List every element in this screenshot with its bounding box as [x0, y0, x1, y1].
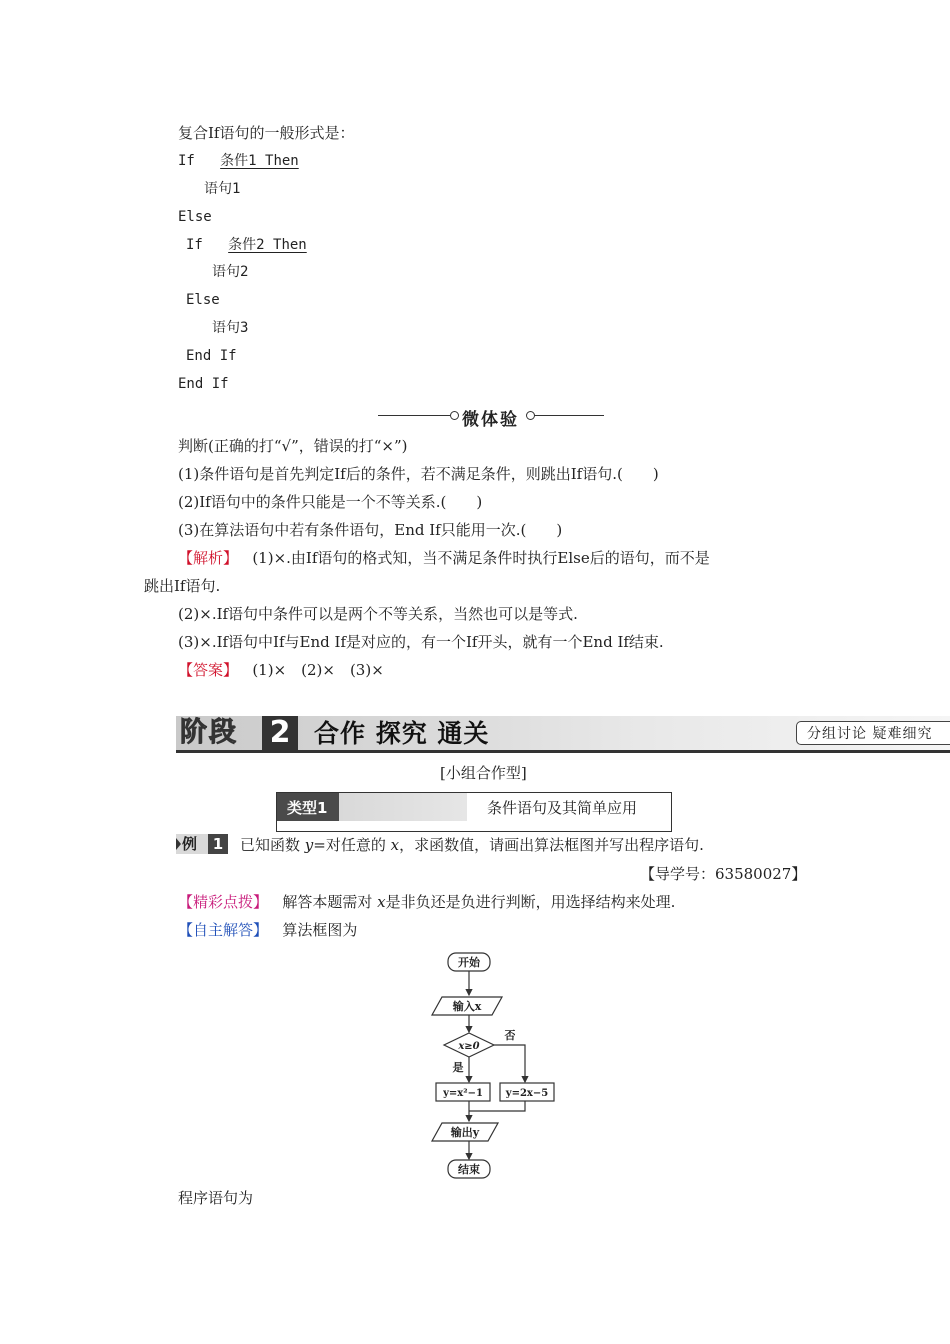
flow-yes-text: 是 [452, 1061, 464, 1074]
stage-number: 2 [262, 716, 298, 750]
intro-text: 复合If语句的一般形式是： [178, 124, 355, 142]
flow-output-text: 输出y [450, 1126, 480, 1139]
flow-end-text: 结束 [458, 1163, 480, 1176]
stage-label: 阶段 [180, 717, 238, 748]
hint-line: 【精彩点拨】 解答本题需对 x是非负还是负进行判断，用选择结构来处理. [178, 893, 676, 911]
flow-start-text: 开始 [458, 956, 480, 969]
example-ref: 【导学号：63580027】 [640, 865, 807, 883]
type-label: 类型1 [287, 799, 328, 817]
hint-tag: 【精彩点拨】 [178, 893, 269, 911]
code-line-4: If 条件2 Then [186, 237, 307, 253]
stage-title: 合作 探究 通关 [314, 719, 490, 748]
code-line-8: End If [186, 348, 237, 364]
analysis-line-2: (2)×.If语句中条件可以是两个不等关系，当然也可以是等式. [178, 605, 578, 623]
self-line: 【自主解答】 算法框图为 [178, 921, 358, 939]
type-box [276, 792, 672, 832]
analysis-line-1: 【解析】 (1)×.由If语句的格式知，当不满足条件时执行Else后的语句，而不是 [178, 549, 710, 567]
flow-input-text: 输入x [452, 1000, 482, 1013]
code-line-6: Else [186, 292, 220, 308]
heading-rule-right [534, 415, 604, 416]
flow-no-text: 否 [504, 1029, 516, 1042]
heading-rule-left [378, 415, 450, 416]
program-label: 程序语句为 [178, 1189, 254, 1207]
code-line-9: End If [178, 376, 229, 392]
analysis-line-1b: 跳出If语句. [144, 577, 221, 595]
example-text: 已知函数 y=对任意的 x，求函数值，请画出算法框图并写出程序语句. [240, 836, 704, 854]
flow-right-text: y=2x−5 [505, 1088, 549, 1099]
code-line-2: 语句1 [204, 181, 241, 197]
code-line-5: 语句2 [212, 264, 249, 280]
flow-cond-text: x≥0 [458, 1041, 480, 1052]
code-line-3: Else [178, 209, 212, 225]
code-line-7: 语句3 [212, 320, 249, 336]
quiz-item-3: (3)在算法语句中若有条件语句，End If只能用一次.( ) [178, 521, 563, 539]
heading-dot-left [450, 411, 459, 420]
flowchart [420, 945, 570, 1185]
analysis-line-3: (3)×.If语句中If与End If是对应的，有一个If开头，就有一个End If结束. [178, 633, 664, 651]
micro-experience-heading [378, 405, 604, 430]
type-title: 条件语句及其简单应用 [487, 799, 638, 817]
banner-underline [176, 750, 950, 753]
stage-pill: 分组讨论 疑难细究 [796, 721, 950, 745]
flow-left-text: y=x²−1 [443, 1088, 483, 1099]
example-number: 1 [208, 834, 228, 854]
example-word: 例 [176, 834, 208, 854]
micro-title: 微体验 [462, 410, 519, 430]
analysis-tag: 【解析】 [178, 549, 239, 567]
quiz-item-1: (1)条件语句是首先判定If后的条件，若不满足条件，则跳出If语句.( ) [178, 465, 659, 483]
self-tag: 【自主解答】 [178, 921, 269, 939]
quiz-item-2: (2)If语句中的条件只能是一个不等关系.( ) [178, 493, 483, 511]
answer-tag: 【答案】 [178, 661, 239, 679]
code-line-1: If 条件1 Then [178, 153, 299, 169]
type-label-bg [277, 793, 467, 821]
answer-line: 【答案】 (1)× (2)× (3)× [178, 661, 384, 679]
stage-banner [176, 716, 950, 756]
group-label: [小组合作型] [440, 764, 527, 782]
quiz-instruction: 判断(正确的打“√”，错误的打“×”) [178, 437, 408, 455]
